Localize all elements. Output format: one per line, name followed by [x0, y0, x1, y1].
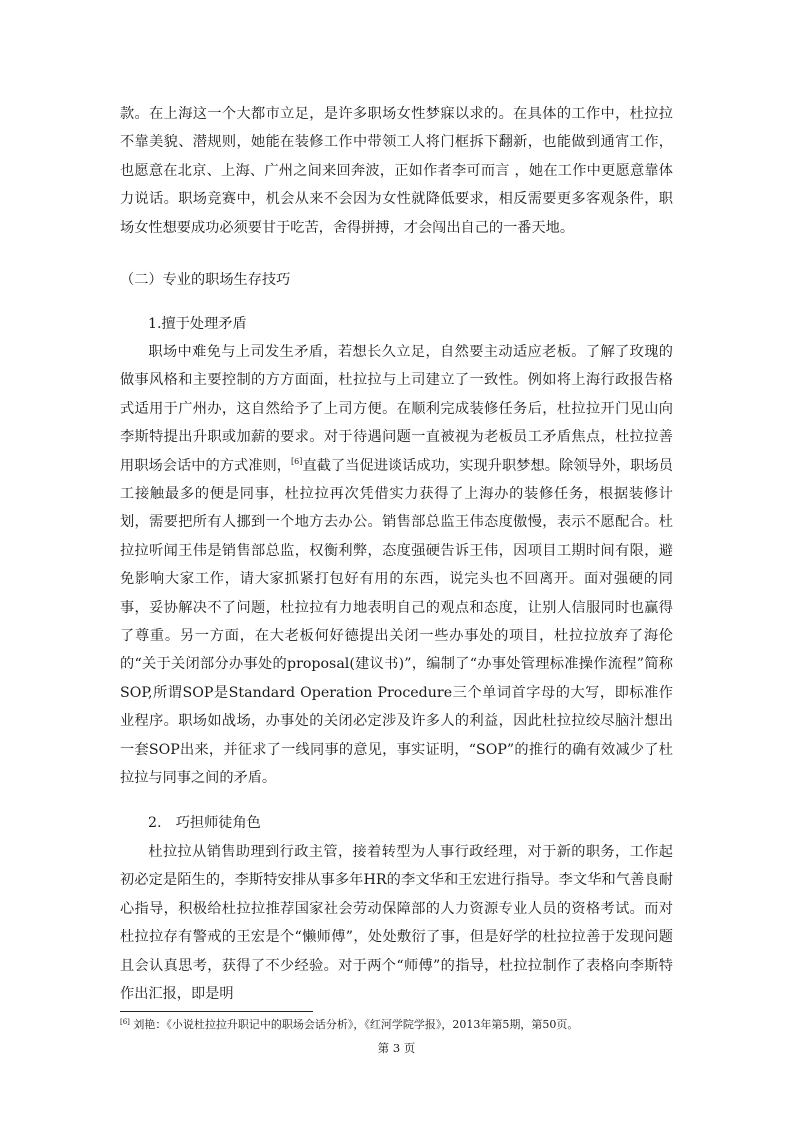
- paragraph-mentor-roles: 杜拉拉从销售助理到行政主管，接着转型为人事行政经理，对于新的职务，工作起初必定是陌生的，李斯特安排从事多年HR的李文华和王宏进行指导。李文华和气善良耐心指导，积极给杜拉拉推荐国家社会劳动保障部的人力资源专业人员的资格考试。而对杜拉拉存有警戒的王宏是个“懒师傅”，处处敷衍了事，但是好学的杜拉拉善于发现问题且会认真思考，获得了不少经验。对于两个“师傅”的指导，杜拉拉制作了表格向李斯特作出汇报，即是明: [120, 844, 673, 1003]
- footnote-divider: [120, 1011, 313, 1012]
- page-number: 第 3 页: [377, 1041, 416, 1055]
- footnote-marker: [6]: [120, 1018, 130, 1026]
- subheading-handling-conflicts: 1.擅于处理矛盾: [148, 316, 247, 332]
- footnote-reference[interactable]: [6]: [291, 456, 303, 466]
- paragraph-text-part1: 职场中难免与上司发生矛盾，若想长久立足，自然要主动适应老板。了解了玫瑰的做事风格和主要控制的方方面面，杜拉拉与上司建立了一致性。例如将上海行政报告格式适用于广州办，这自然给予了上司方便。在顺利完成装修任务后，杜拉拉开门见山向李斯特提出升职或加薪的要求。对于待遇问题一直被视为老板员工矛盾焦点，杜拉拉善用职场会话中的方式准则，: [120, 344, 673, 474]
- paragraph-text-part2: 直截了当促进谈话成功，实现升职梦想。除领导外，职场员工接触最多的便是同事，杜拉拉再次凭借实力获得了上海办的装修任务，根据装修计划，需要把所有人挪到一个地方去办公。销售部总监王伟态度傲慢，表示不愿配合。杜拉拉听闻王伟是销售部总监，权衡利弊，态度强硬告诉王伟，因项目工期时间有限，避免影响大家工作，请大家抓紧打包好有用的东西，说完头也不回离开。面对强硬的同事，妥协解决不了问题，杜拉拉有力地表明自己的观点和态度，让别人信服同时也赢得了尊重。另一方面，在大老板何好德提出关闭一些办事处的项目，杜拉拉放弃了海伦的“关于关闭部分办事处的proposal(建议书)”，编制了“办事处管理标准操作流程”简称SOP,所谓SOP是Standard Operation Procedure三个单词首字母的大写，即标准作业程序。职场如战场，办事处的关闭必定涉及许多人的利益，因此杜拉拉绞尽脑汁想出一套SOP出来，并征求了一线同事的意见，事实证明，“SOP”的推行的确有效减少了杜拉拉与同事之间的矛盾。: [120, 457, 673, 787]
- footnote: [120, 1017, 680, 1033]
- subheading-mentor-roles: 2. 巧担师徒角色: [148, 815, 261, 831]
- footnote-text: 刘艳：《小说杜拉拉升职记中的职场会话分析》，《红河学院学报》，2013年第5期，第50页。: [133, 1018, 579, 1031]
- paragraph-career-effort: 款。在上海这一个大都市立足，是许多职场女性梦寐以求的。在具体的工作中，杜拉拉不靠美貌、潜规则，她能在装修工作中带领工人将门框拆下翻新，也能做到通宵工作，也愿意在北京、上海、广州之间来回奔波，正如作者李可而言 ，她在工作中更愿意靠体力说话。职场竞赛中，机会从来不会因为女性就降低要求，相反需要更多客观条件，职场女性想要成功必须要甘于吃苦，舍得拼搏，才会闯出自己的一番天地。: [120, 106, 673, 236]
- section-heading-survival-skills: （二）专业的职场生存技巧: [120, 272, 291, 288]
- paragraph-handling-conflicts: [120, 338, 673, 793]
